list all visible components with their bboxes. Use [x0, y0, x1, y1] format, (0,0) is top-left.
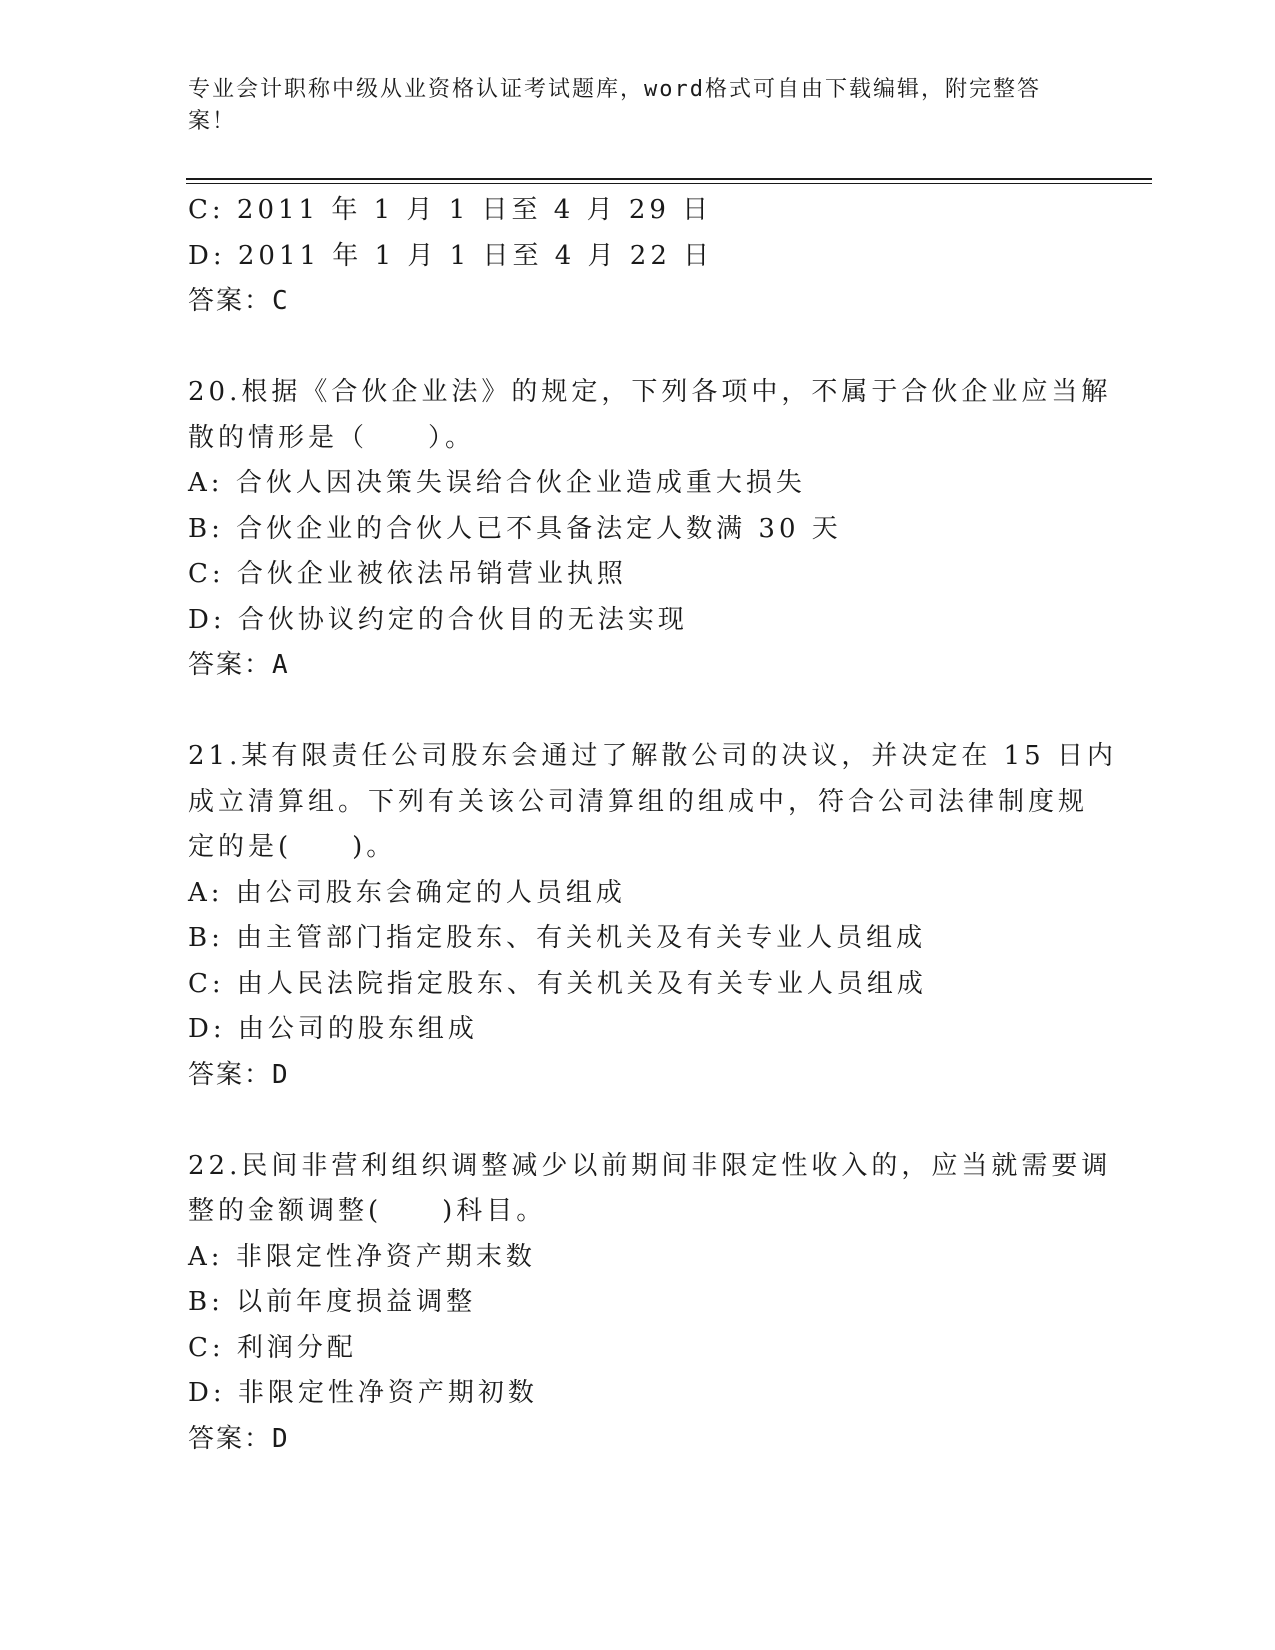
option-c — [188, 188, 1088, 234]
spacer — [188, 325, 1088, 371]
option-d — [188, 1371, 1088, 1417]
option-label: B: — [188, 923, 224, 953]
option-label: D: — [188, 240, 226, 271]
option-text: 非限定性净资产期初数 — [237, 1378, 538, 1408]
stem-line: 成立清算组。下列有关该公司清算组的组成中，符合公司法律制度规 — [188, 786, 1089, 817]
option-d — [188, 598, 1088, 644]
option-text: 合伙人因决策失误给合伙企业造成重大损失 — [235, 468, 806, 498]
option-label: D: — [188, 604, 226, 635]
option-c — [188, 552, 1088, 598]
option-text: 合伙协议约定的合伙目的无法实现 — [237, 604, 688, 635]
question-20 — [188, 370, 1112, 689]
header-line-1: 专业会计职称中级从业资格认证考试题库，word格式可自由下载编辑，附完整答 — [188, 77, 1041, 102]
option-label: C: — [188, 968, 225, 999]
option-d — [188, 234, 1088, 280]
option-a — [188, 871, 1088, 917]
option-label: D: — [188, 1014, 226, 1044]
stem-line: 20.根据《合伙企业法》的规定，下列各项中，不属于合伙企业应当解 — [188, 377, 1112, 407]
question-stem — [188, 370, 1112, 461]
option-text: 由人民法院指定股东、有关机关及有关专业人员组成 — [236, 968, 927, 999]
question-19-continuation — [188, 188, 1088, 325]
option-text: 合伙企业的合伙人已不具备法定人数满 30 天 — [236, 513, 842, 544]
option-text: 由主管部门指定股东、有关机关及有关专业人员组成 — [236, 923, 927, 953]
option-text: 合伙企业被依法吊销营业执照 — [236, 559, 627, 589]
question-22 — [188, 1144, 1112, 1463]
option-label: A: — [188, 877, 224, 908]
option-text: 以前年度损益调整 — [236, 1287, 477, 1317]
stem-line: 22.民间非营利组织调整减少以前期间非限定性收入的，应当就需要调 — [188, 1150, 1112, 1181]
document-body — [188, 188, 1117, 1462]
option-label: A: — [188, 468, 224, 498]
option-a — [188, 461, 1088, 507]
option-text: 2011 年 1 月 1 日至 4 月 29 日 — [236, 195, 713, 225]
spacer — [188, 1098, 1088, 1144]
option-c — [188, 962, 1088, 1008]
header-rule-thick — [186, 178, 1152, 180]
option-label: C: — [188, 1332, 225, 1363]
option-text: 由公司的股东组成 — [237, 1014, 478, 1044]
header-line-2: 案！ — [188, 109, 237, 134]
option-b — [188, 916, 1088, 962]
option-d — [188, 1007, 1088, 1053]
question-stem — [188, 734, 1117, 871]
option-label: C: — [188, 559, 225, 589]
option-text: 2011 年 1 月 1 日至 4 月 22 日 — [237, 240, 714, 271]
stem-line: 21.某有限责任公司股东会通过了解散公司的决议，并决定在 15 日内 — [188, 741, 1117, 771]
answer-line: 答案：D — [188, 1059, 290, 1090]
option-label: B: — [188, 1287, 224, 1317]
option-c — [188, 1326, 1088, 1372]
option-a — [188, 1235, 1088, 1281]
answer-line: 答案：C — [188, 286, 290, 316]
page-header — [188, 74, 1068, 138]
option-label: A: — [188, 1241, 224, 1272]
spacer — [188, 689, 1088, 735]
option-text: 非限定性净资产期末数 — [235, 1241, 536, 1272]
option-b — [188, 507, 1088, 553]
header-rule-thin — [186, 183, 1152, 184]
question-stem — [188, 1144, 1112, 1235]
answer-line: 答案：A — [188, 650, 290, 680]
stem-line: 定的是( )。 — [188, 832, 397, 862]
option-label: D: — [188, 1378, 226, 1408]
stem-line: 散的情形是（ ）。 — [188, 422, 476, 453]
option-text: 利润分配 — [236, 1332, 357, 1363]
question-21 — [188, 734, 1117, 1098]
option-text: 由公司股东会确定的人员组成 — [235, 877, 626, 908]
option-label: B: — [188, 513, 224, 544]
option-label: C: — [188, 195, 225, 225]
answer-line: 答案：D — [188, 1423, 290, 1454]
stem-line: 整的金额调整( )科目。 — [188, 1196, 547, 1226]
option-b — [188, 1280, 1088, 1326]
